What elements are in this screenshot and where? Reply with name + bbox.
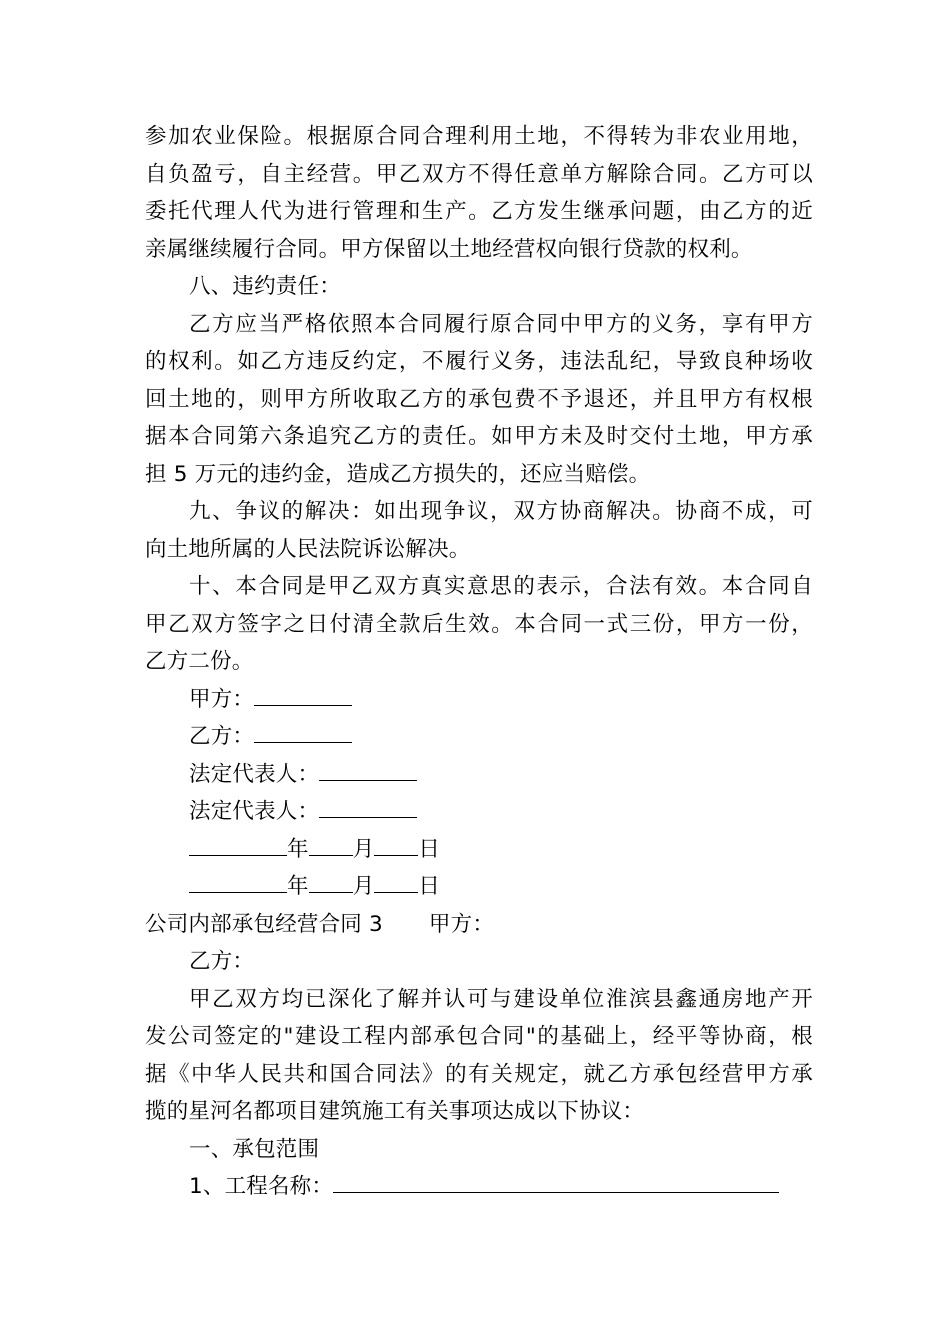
party-b-label: 乙方： [189,724,255,749]
signature-party-b [145,718,813,756]
day-blank[interactable] [374,870,418,893]
text-line: 乙方应当严格依照本合同履行原合同中甲方的义务，享有甲方 [189,311,813,337]
text-line: 揽的星河名都项目建筑施工有关事项达成以下协议： [145,1099,645,1124]
year-blank[interactable] [189,833,287,856]
project-name-label: 1、工程名称： [189,1174,334,1199]
text-line: 委托代理人代为进行管理和生产。乙方发生继承问题，由乙方的近 [145,199,813,224]
text-line: 甲乙双方均已深化了解并认可与建设单位淮滨县鑫通房地产开 [189,986,813,1012]
year-label: 年 [287,836,309,862]
text-line: 向土地所属的人民法院诉讼解决。 [145,536,471,562]
contract-title: 公司内部承包经营合同 3 [145,911,383,937]
party-b-blank[interactable] [254,720,352,743]
text-line: 甲乙双方签字之日付清全款后生效。本合同一式三份，甲方一份， [145,611,813,637]
text-line: 据《中华人民共和国合同法》的有关规定，就乙方承包经营甲方承 [145,1061,813,1087]
party-a-blank[interactable] [254,683,352,706]
day-label: 日 [418,836,441,862]
section-heading: 一、承包范围 [189,1136,320,1162]
month-label: 月 [352,874,375,899]
section-heading: 八、违约责任： [189,274,341,299]
text-line: 十、本合同是甲乙双方真实意思的表示，合法有效。本合同自 [189,574,813,599]
party-a-label: 甲方： [428,911,495,937]
text-line: 亲属继续履行合同。甲方保留以土地经营权向银行贷款的权利。 [145,236,753,262]
month-label: 月 [352,836,375,862]
signature-legal-rep-1 [145,756,813,794]
text-line: 乙方二份。 [145,649,254,674]
legal-rep-1-blank[interactable] [319,758,417,781]
signature-date-2 [145,868,813,906]
signature-legal-rep-2 [145,793,813,831]
day-blank[interactable] [374,833,418,856]
month-blank[interactable] [309,870,353,893]
project-name-blank[interactable] [333,1170,779,1193]
year-label: 年 [287,874,309,899]
day-label: 日 [418,874,441,899]
year-blank[interactable] [189,870,287,893]
text-line: 据本合同第六条追究乙方的责任。如甲方未及时交付土地，甲方承 [145,424,813,449]
text-line: 参加农业保险。根据原合同合理利用土地，不得转为非农业用地， [145,124,813,149]
legal-rep-label: 法定代表人： [189,799,320,824]
month-blank[interactable] [309,833,353,856]
signature-party-a [145,681,813,719]
party-a-label: 甲方： [189,686,255,712]
text-line: 的权利。如乙方违反约定，不履行义务，违法乱纪，导致良种场收 [145,349,813,374]
text-line: 回土地的，则甲方所收取乙方的承包费不予退还，并且甲方有权根 [145,386,813,412]
text-line: 九、争议的解决：如出现争议，双方协商解决。协商不成，可 [189,499,813,524]
party-b-label: 乙方： [189,949,255,974]
text-line: 担 5 万元的违约金，造成乙方损失的，还应当赔偿。 [145,461,651,487]
signature-date-1 [145,831,813,869]
project-name-line [145,1168,813,1206]
contract-title-line [145,906,813,944]
legal-rep-2-blank[interactable] [319,795,417,818]
document-body [145,118,813,1206]
legal-rep-label: 法定代表人： [189,761,320,787]
text-line: 发公司签定的"建设工程内部承包合同"的基础上，经平等协商，根 [145,1024,813,1049]
text-line: 自负盈亏，自主经营。甲乙双方不得任意单方解除合同。乙方可以 [145,161,813,187]
